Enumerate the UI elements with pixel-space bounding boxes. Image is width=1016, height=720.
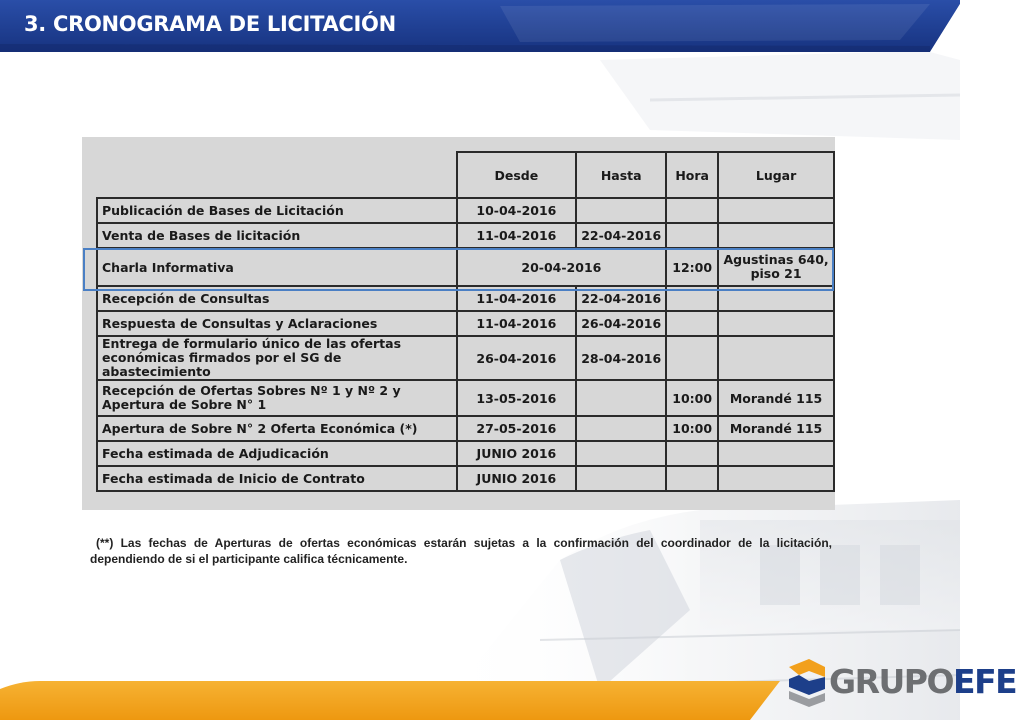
schedule-table [96,151,835,492]
activity-cell: Charla Informativa [97,248,457,286]
desde-cell: 13-05-2016 [457,380,577,416]
logo-wordmark [829,662,1016,702]
hora-cell: 10:00 [666,380,718,416]
hora-cell [666,198,718,223]
highlight-frame [83,248,834,291]
lugar-cell [718,466,834,491]
logo-text-efe: EFE [953,662,1016,701]
lugar-cell [718,336,834,380]
lugar-cell: Morandé 115 [718,416,834,441]
hasta-cell [576,416,666,441]
activity-cell: Fecha estimada de Adjudicación [97,441,457,466]
table-row [97,441,834,466]
lugar-cell [718,223,834,248]
column-header-lugar: Lugar [718,152,834,198]
page-title: 3. CRONOGRAMA DE LICITACIÓN [24,12,396,36]
table-row [97,416,834,441]
desde-cell: 11-04-2016 [457,223,577,248]
activity-cell: Entrega de formulario único de las ofertas económicas firmados por el SG de abastecimiento [97,336,457,380]
lugar-cell [718,198,834,223]
hora-cell: 10:00 [666,416,718,441]
desde-cell: 10-04-2016 [457,198,577,223]
hasta-cell [576,466,666,491]
activity-cell: Fecha estimada de Inicio de Contrato [97,466,457,491]
hora-cell [666,311,718,336]
hora-cell [666,466,718,491]
lugar-cell: Agustinas 640, piso 21 [718,248,834,286]
hora-cell: 12:00 [666,248,718,286]
schedule-scan [82,137,835,510]
table-row [97,336,834,380]
activity-cell: Venta de Bases de licitación [97,223,457,248]
activity-cell: Apertura de Sobre N° 2 Oferta Económica (*) [97,416,457,441]
hasta-cell: 22-04-2016 [576,286,666,311]
activity-cell: Recepción de Consultas [97,286,457,311]
table-row [97,223,834,248]
desde-cell: 11-04-2016 [457,286,577,311]
lugar-cell: Morandé 115 [718,380,834,416]
hora-cell [666,441,718,466]
hasta-cell: 22-04-2016 [576,223,666,248]
hasta-cell [576,198,666,223]
hasta-cell: 26-04-2016 [576,311,666,336]
activity-cell: Publicación de Bases de Licitación [97,198,457,223]
logo-text-grupo: GRUPO [829,662,954,701]
activity-cell: Recepción de Ofertas Sobres Nº 1 y Nº 2 y Apertura de Sobre N° 1 [97,380,457,416]
table-row [97,311,834,336]
column-header-hasta: Hasta [576,152,666,198]
header-blank-cell [97,152,457,198]
hora-cell [666,223,718,248]
desde-cell: 26-04-2016 [457,336,577,380]
desde-cell: JUNIO 2016 [457,466,577,491]
column-header-desde: Desde [457,152,577,198]
footer-bar [0,681,780,720]
lugar-cell [718,311,834,336]
column-header-hora: Hora [666,152,718,198]
activity-cell: Respuesta de Consultas y Aclaraciones [97,311,457,336]
table-row [97,198,834,223]
desde-cell: 27-05-2016 [457,416,577,441]
table-row [97,380,834,416]
desde-cell: 11-04-2016 [457,311,577,336]
desde-cell: 20-04-2016 [457,248,667,286]
table-row [97,466,834,491]
hasta-cell [576,441,666,466]
footnote-text: (**) Las fechas de Aperturas de ofertas económicas estarán sujetas a la confirmación del coordinador de la licitación, dependiendo de si el participante califica técnicamente. [90,536,832,566]
hasta-cell [576,380,666,416]
table-header-row [97,152,834,198]
desde-cell: JUNIO 2016 [457,441,577,466]
lugar-cell [718,441,834,466]
hasta-cell: 28-04-2016 [576,336,666,380]
hora-cell [666,336,718,380]
